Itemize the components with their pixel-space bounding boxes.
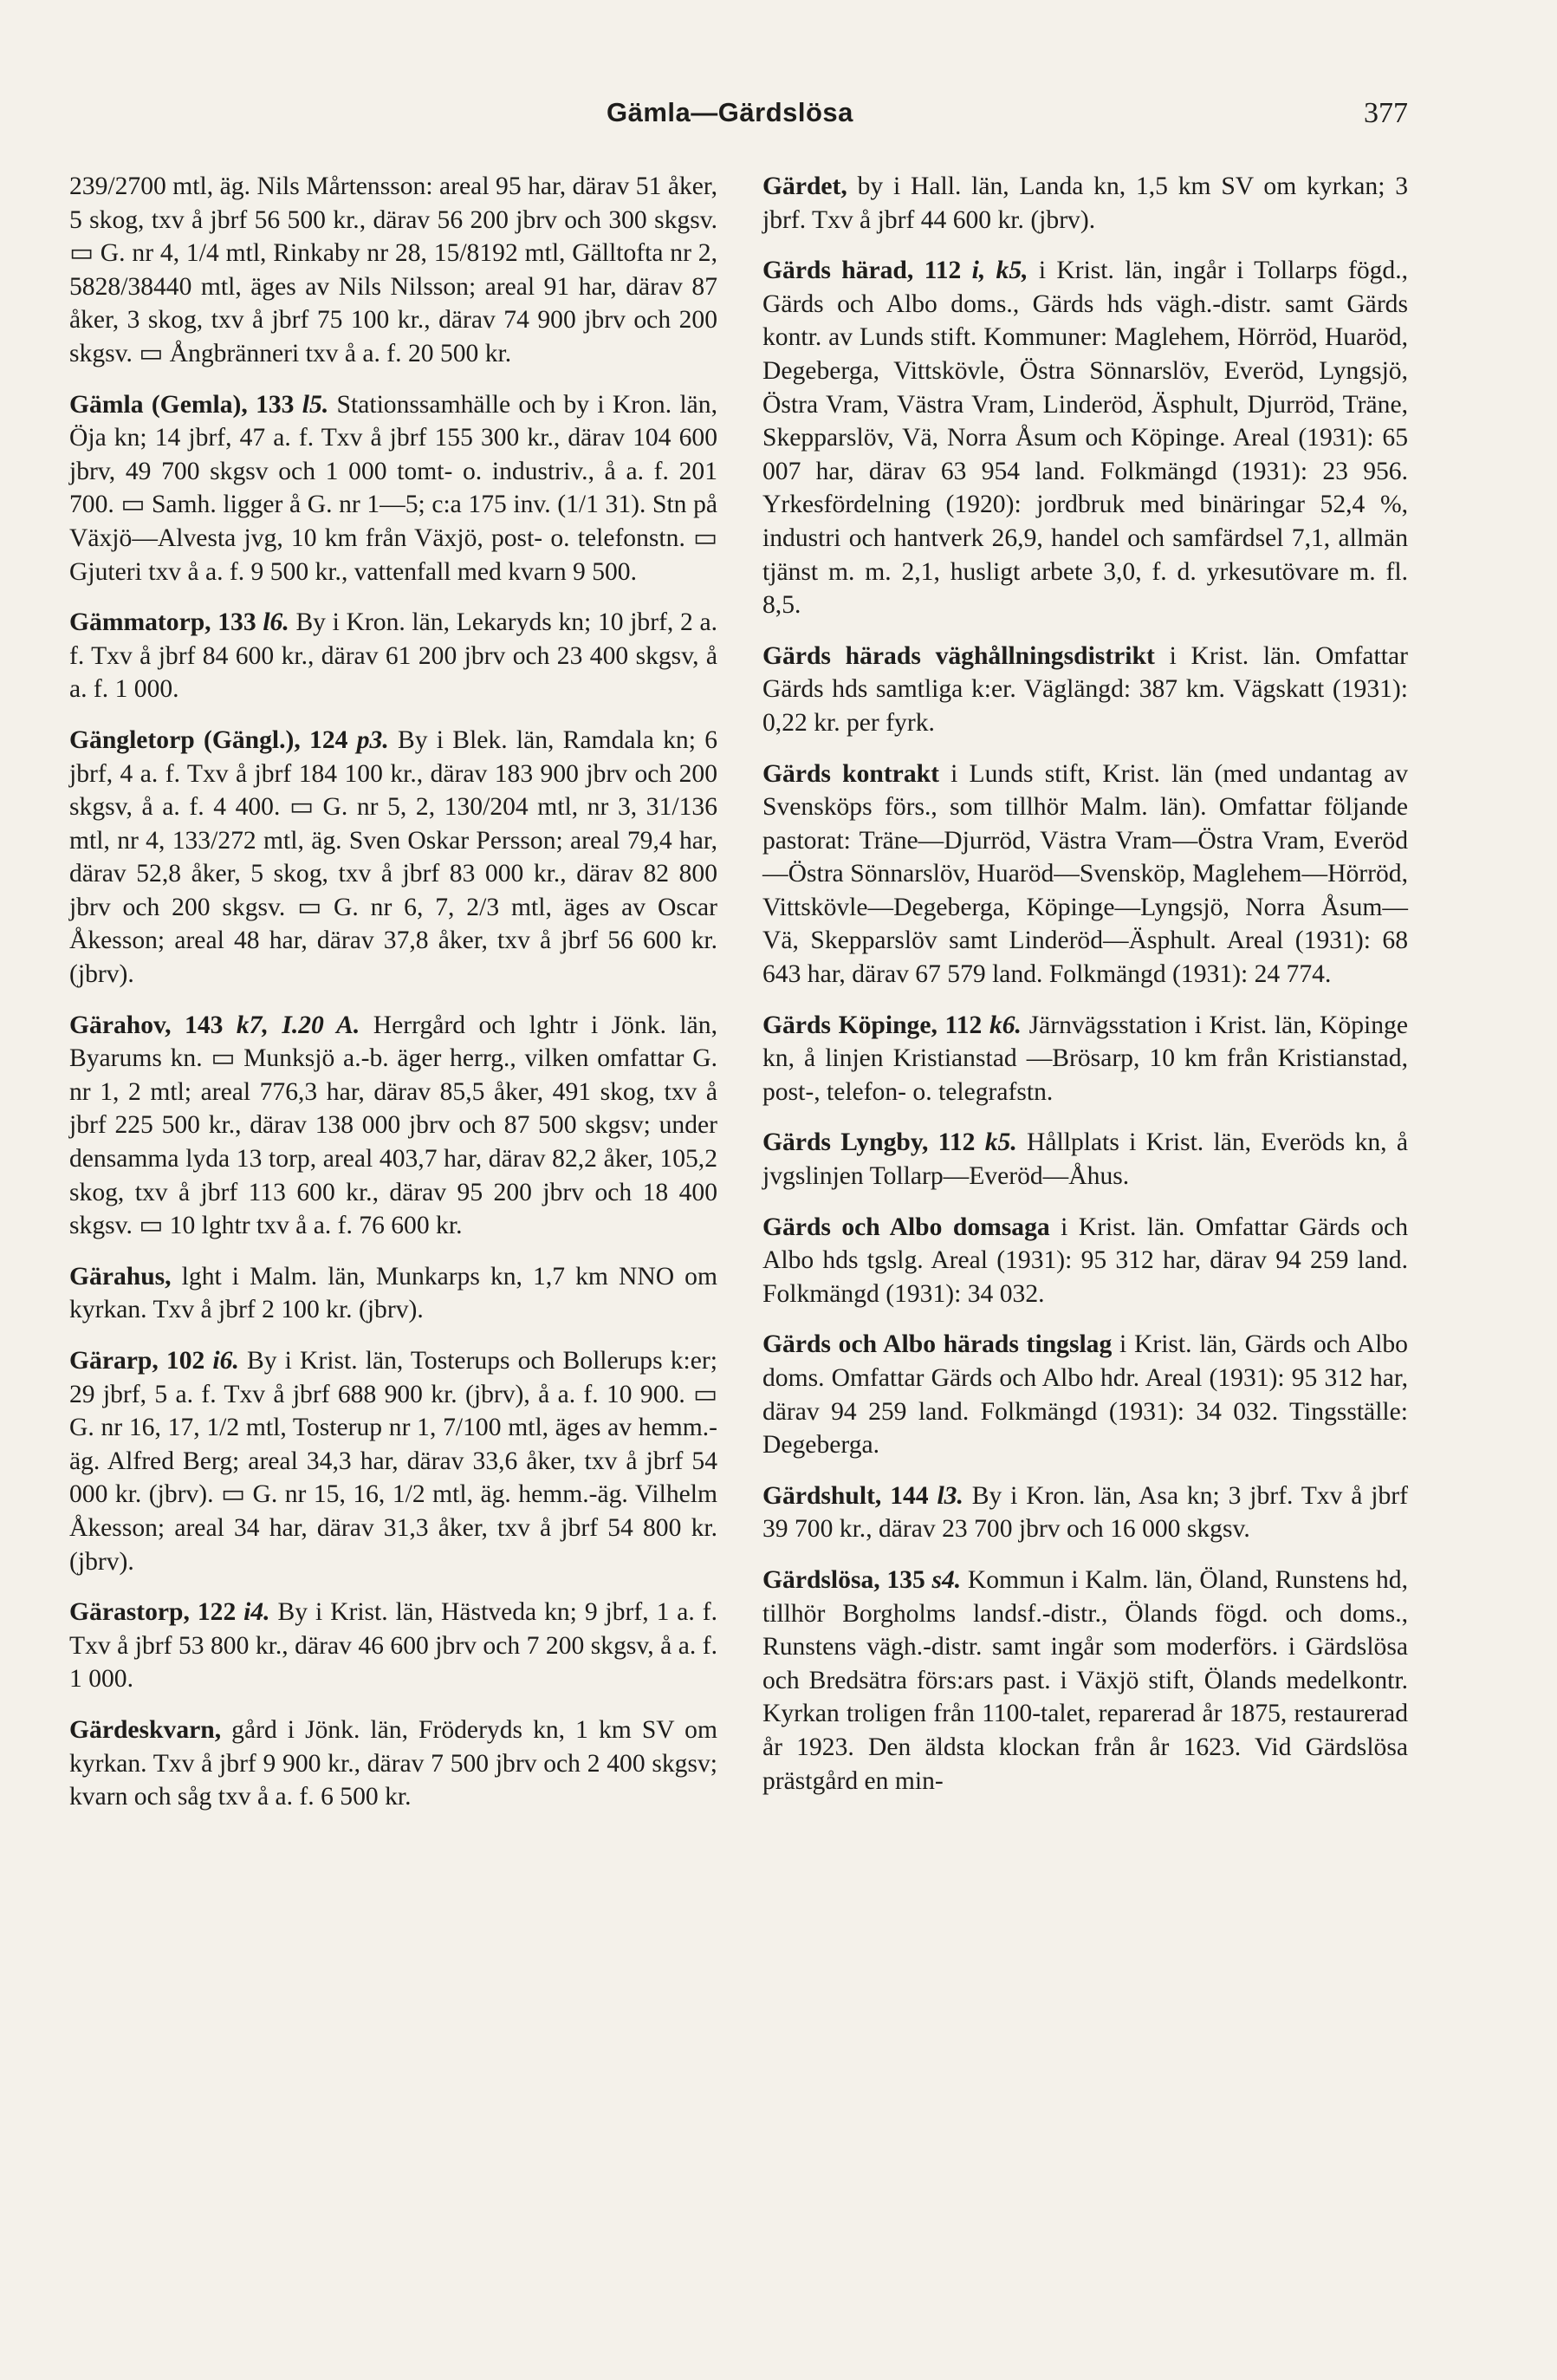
entry-text: Kommun i Kalm. län, Öland, Runstens hd, tillhör Borgholms landsf.-distr., Ölands fögd. och doms., Runstens vägh.-distr. samt ingår som moderförs. i Gärdslösa och Bredsätra förs:ars past. i Växjö stift, Ölands medelkontr. Kyrkan troligen från 1100-talet, reparerad år 1875, restaurerad år 1923. Den äldsta klockan från år 1623. Vid Gärdslösa prästgård en min- bbox=[762, 1565, 1408, 1795]
gazetteer-entry bbox=[762, 1211, 1408, 1311]
entry-map-ref: 112 bbox=[924, 257, 962, 285]
gazetteer-entry bbox=[762, 758, 1408, 992]
entry-grid-ref: k5. bbox=[984, 1128, 1017, 1157]
entry-headword: Gärarp, bbox=[69, 1347, 159, 1375]
gazetteer-entry bbox=[69, 1713, 717, 1814]
entry-map-ref: (Gängl.), 124 bbox=[203, 725, 348, 754]
entry-grid-ref: k6. bbox=[989, 1011, 1022, 1039]
entry-text: lght i Malm. län, Munkarps kn, 1,7 km NNO om kyrkan. Txv å jbrf 2 100 kr. (jbrv). bbox=[69, 1262, 717, 1324]
entry-map-ref: 102 bbox=[165, 1347, 205, 1375]
entry-text: By i Krist. län, Tosterups och Bollerups k:er; 29 jbrf, 5 a. f. Txv å jbrf 688 900 kr. (jbrv), å a. f. 10 900. ▭ G. nr 16, 17, 1/2 mtl, Tosterup nr 1, 7/100 mtl, äges av hemm.-äg. Alfred Berg; areal 34,3 har, därav 33,6 åker, txv å jbrf 54 000 kr. (jbrv). ▭ G. nr 15, 16, 1/2 mtl, äg. hemm.-äg. Vilhelm Åkesson; areal 34 har, därav 31,3 åker, txv å jbrf 54 800 kr. (jbrv). bbox=[69, 1347, 717, 1576]
entry-text: Stationssamhälle och by i Kron. län, Öja kn; 14 jbrf, 47 a. f. Txv å jbrf 155 300 kr., därav 104 600 jbrv, 49 700 skgsv och 1 000 tomt- o. industriv., å a. f. 201 700. ▭ Samh. ligger å G. nr 1—5; c:a 175 inv. (1/1 31). Stn på Växjö—Alvesta jvg, 10 km från Växjö, post- o. telefonstn. ▭ Gjuteri txv å a. f. 9 500 kr., vattenfall med kvarn 9 500. bbox=[69, 390, 717, 586]
entry-text: i Krist. län, ingår i Tollarps fögd., Gärds och Albo doms., Gärds hds vägh.-distr. samt Gärds kontr. av Lunds stift. Kommuner: Maglehem, Hörröd, Huaröd, Degeberga, Vittskövle, Östra Sönnarslöv, Everöd, Lyngsjö, Östra Vram, Västra Vram, Linderöd, Äsphult, Djurröd, Träne, Skepparslöv, Vä, Norra Åsum och Köpinge. Areal (1931): 65 007 har, därav 63 954 land. Folkmängd (1931): 23 956. Yrkesfördelning (1920): jordbruk med binäringar 52,4 %, industri och hantverk 26,9, handel och samfärdsel 7,1, allmän tjänst m. m. 2,1, husligt arbete 3,0, f. d. yrkesutövare m. fl. 8,5. bbox=[762, 257, 1409, 620]
entry-map-ref: (Gemla), 133 bbox=[151, 390, 295, 419]
entry-grid-ref: l6. bbox=[263, 608, 289, 637]
entry-headword: Gärahov, bbox=[69, 1011, 172, 1039]
gazetteer-entry bbox=[762, 1126, 1408, 1193]
page-number: 377 bbox=[1364, 97, 1408, 129]
entry-headword: Gärds Köpinge, bbox=[762, 1011, 937, 1039]
gazetteer-entry bbox=[762, 640, 1408, 740]
gazetteer-entry bbox=[762, 254, 1408, 622]
entry-text: 239/2700 mtl, äg. Nils Mårtensson: areal 95 har, därav 51 åker, 5 skog, txv å jbrf 56 500 kr., därav 56 200 jbrv och 300 skgsv. ▭ G. nr 4, 1/4 mtl, Rinkaby nr 28, 15/8192 mtl, Gälltofta nr 2, 5828/38440 mtl, äges av Nils Nilsson; areal 91 har, därav 87 åker, 3 skog, txv å jbrf 75 100 kr., därav 74 900 jbrv och 200 skgsv. ▭ Ångbränneri txv å a. f. 20 500 kr. bbox=[69, 172, 717, 367]
entry-headword: Gärdeskvarn, bbox=[69, 1715, 222, 1744]
entry-grid-ref: k7, I.20 A. bbox=[236, 1011, 360, 1039]
entry-map-ref: 143 bbox=[185, 1011, 224, 1039]
page-header bbox=[0, 97, 1557, 149]
entry-headword: Gärastorp, bbox=[69, 1598, 190, 1627]
entry-text: By i Kron. län, Asa kn; 3 jbrf. Txv å jbrf 39 700 kr., därav 23 700 jbrv och 16 000 skgsv. bbox=[762, 1481, 1408, 1544]
entry-grid-ref: i6. bbox=[212, 1347, 239, 1375]
entry-text: i Krist. län. Omfattar Gärds hds samtliga k:er. Väglängd: 387 km. Vägskatt (1931): 0,22 kr. per fyrk. bbox=[762, 641, 1408, 737]
entry-headword: Gärds härads väghållningsdistrikt bbox=[762, 641, 1155, 670]
entry-headword: Gärds härad, bbox=[762, 257, 914, 285]
entry-map-ref: 112 bbox=[944, 1011, 983, 1039]
gazetteer-entry bbox=[69, 724, 717, 992]
entry-text: By i Blek. län, Ramdala kn; 6 jbrf, 4 a. f. Txv å jbrf 184 100 kr., därav 183 900 jbrv och 200 skgsv, å a. f. 4 400. ▭ G. nr 5, 2, 130/204 mtl, nr 3, 31/136 mtl, nr 4, 133/272 mtl, äg. Sven Oskar Persson; areal 79,4 har, därav 52,8 åker, 5 skog, txv å jbrf 83 000 kr., därav 82 800 jbrv och 200 skgsv. ▭ G. nr 6, 7, 2/3 mtl, äges av Oscar Åkesson; areal 48 har, därav 37,8 åker, txv å jbrf 56 600 kr. (jbrv). bbox=[69, 725, 718, 989]
gazetteer-entry bbox=[69, 1344, 717, 1578]
entry-map-ref: 135 bbox=[886, 1565, 925, 1594]
gazetteer-entry bbox=[69, 606, 717, 706]
entry-headword: Gärds Lyngby, bbox=[762, 1128, 929, 1157]
entry-text: i Krist. län, Gärds och Albo doms. Omfattar Gärds och Albo hdr. Areal (1931): 95 312 har, därav 94 259 land. Folkmängd (1931): 34 032. Tingsställe: Degeberga. bbox=[762, 1330, 1408, 1460]
entry-grid-ref: i4. bbox=[243, 1598, 270, 1627]
entry-map-ref: 144 bbox=[890, 1481, 929, 1510]
entry-text: i Krist. län. Omfattar Gärds och Albo hds tgslg. Areal (1931): 95 312 har, därav 94 259 land. Folkmängd (1931): 34 032. bbox=[762, 1213, 1408, 1308]
entry-grid-ref: p3. bbox=[356, 725, 389, 754]
entry-grid-ref: l5. bbox=[302, 390, 329, 419]
running-head-title: Gämla—Gärdslösa bbox=[607, 97, 853, 127]
entry-headword: Gämmatorp, bbox=[69, 608, 211, 637]
gazetteer-entry bbox=[762, 1564, 1408, 1798]
gazetteer-entry bbox=[762, 1328, 1408, 1461]
entry-headword: Gärds och Albo domsaga bbox=[762, 1213, 1050, 1241]
entry-headword: Gärahus, bbox=[69, 1262, 172, 1291]
gazetteer-entry bbox=[69, 388, 717, 589]
entry-map-ref: 112 bbox=[937, 1128, 976, 1157]
entry-text: By i Kron. län, Lekaryds kn; 10 jbrf, 2 a. f. Txv å jbrf 84 600 kr., därav 61 200 jbrv och 23 400 skgsv, å a. f. 1 000. bbox=[69, 608, 718, 704]
gazetteer-entry bbox=[762, 170, 1408, 237]
entry-map-ref: 122 bbox=[197, 1598, 237, 1627]
gazetteer-entry bbox=[762, 1479, 1408, 1546]
entry-text: Järnvägsstation i Krist. län, Köpinge kn, å linjen Kristianstad —Brösarp, 10 km från Kristianstad, post-, telefon- o. telegrafstn. bbox=[762, 1011, 1408, 1106]
gazetteer-entry bbox=[69, 1596, 717, 1696]
gazetteer-entry bbox=[69, 170, 717, 371]
entry-headword: Gärds kontrakt bbox=[762, 759, 939, 788]
gazetteer-entry bbox=[69, 1260, 717, 1327]
entry-headword: Gämla bbox=[69, 390, 144, 419]
entry-headword: Gärdslösa, bbox=[762, 1565, 880, 1594]
gazetteer-entry bbox=[69, 1009, 717, 1243]
entry-headword: Gärds och Albo härads tingslag bbox=[762, 1330, 1113, 1359]
left-column bbox=[69, 170, 717, 1831]
entry-text: by i Hall. län, Landa kn, 1,5 km SV om kyrkan; 3 jbrf. Txv å jbrf 44 600 kr. (jbrv). bbox=[762, 172, 1408, 234]
entry-text: Hållplats i Krist. län, Everöds kn, å jvgslinjen Tollarp—Everöd—Åhus. bbox=[762, 1128, 1408, 1191]
entry-grid-ref: s4. bbox=[931, 1565, 962, 1594]
right-column bbox=[762, 170, 1408, 1815]
entry-grid-ref: l3. bbox=[937, 1481, 963, 1510]
entry-headword: Gärdshult, bbox=[762, 1481, 882, 1510]
entry-text: Herrgård och lghtr i Jönk. län, Byarums kn. ▭ Munksjö a.-b. äger herrg., vilken omfattar G. nr 1, 2 mtl; areal 776,3 har, därav 85,5 åker, 491 skog, txv å jbrf 225 500 kr., därav 138 000 jbrv och 87 500 skgsv; under densamma lyda 13 torp, areal 403,7 har, därav 82,2 åker, 105,2 skog, txv å jbrf 113 600 kr., därav 95 200 jbrv och 18 400 skgsv. ▭ 10 lghtr txv å a. f. 76 600 kr. bbox=[69, 1011, 717, 1240]
entry-map-ref: 133 bbox=[217, 608, 256, 637]
entry-text: i Lunds stift, Krist. län (med undantag av Svensköps förs., som tillhör Malm. län). Omfattar följande pastorat: Träne—Djurröd, Västra Vram—Östra Vram, Everöd—Östra Sönnarslöv, Huaröd—Svensköp, Maglehem—Hörröd, Vittskövle—Degeberga, Köpinge—Lyngsjö, Norra Åsum—Vä, Skepparslöv samt Linderöd—Äsphult. Areal (1931): 68 643 har, därav 67 579 land. Folkmängd (1931): 24 774. bbox=[762, 759, 1409, 989]
entry-headword: Gärdet, bbox=[762, 172, 847, 200]
entry-headword: Gängletorp bbox=[69, 725, 195, 754]
entry-grid-ref: i, k5, bbox=[971, 257, 1028, 285]
gazetteer-entry bbox=[762, 1009, 1408, 1109]
entry-text: By i Krist. län, Hästveda kn; 9 jbrf, 1 a. f. Txv å jbrf 53 800 kr., därav 46 600 jbrv och 7 200 skgsv, å a. f. 1 000. bbox=[69, 1598, 717, 1694]
entry-text: gård i Jönk. län, Fröderyds kn, 1 km SV om kyrkan. Txv å jbrf 9 900 kr., därav 7 500 jbrv och 2 400 skgsv; kvarn och såg txv å a. f. 6 500 kr. bbox=[69, 1715, 717, 1811]
